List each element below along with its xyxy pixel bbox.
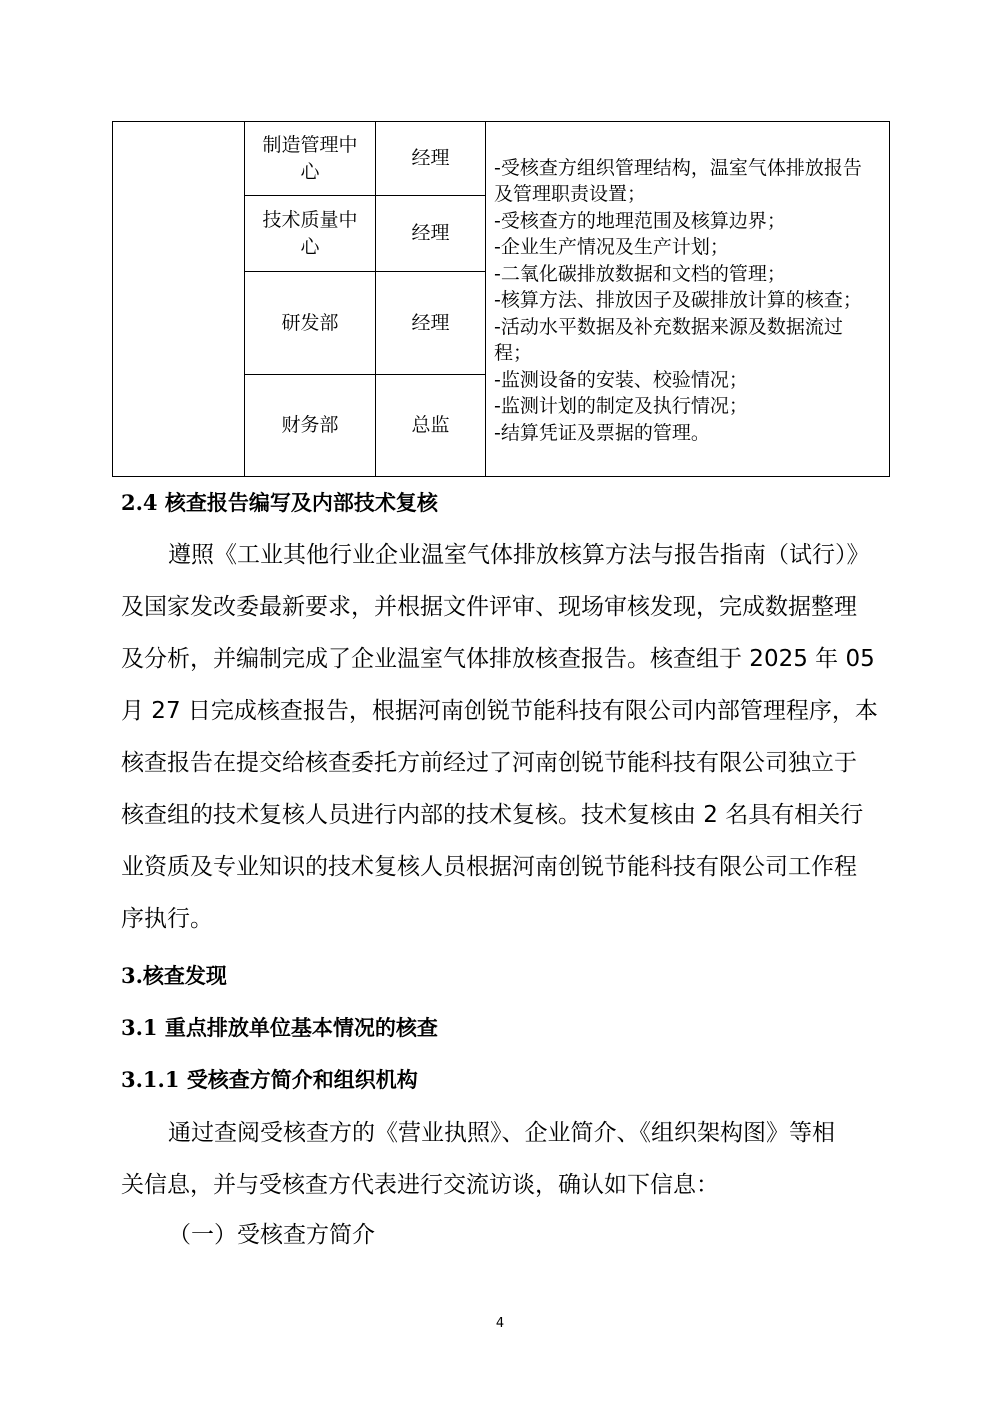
table-cell-dept — [245, 122, 376, 196]
title-text: 总监 — [411, 414, 450, 436]
dept-line: 制造管理中 — [262, 133, 358, 156]
content-line: 及管理职责设置； — [494, 183, 647, 206]
title-text: 经理 — [411, 311, 450, 334]
paragraph-line: 序执行。 — [121, 906, 213, 932]
table-cell-dept — [245, 272, 376, 375]
paragraph-line: 及国家发改委最新要求，并根据文件评审、现场审核发现，完成数据整理 — [121, 594, 857, 620]
table-cell-title — [376, 375, 486, 477]
paragraph-line: 月 27 日完成核查报告，根据河南创锐节能科技有限公司内部管理程序，本 — [121, 698, 878, 724]
dept-line: 财务部 — [281, 414, 339, 436]
content-line: -监测设备的安装、校验情况； — [494, 368, 748, 391]
content-line: -核算方法、排放因子及碳排放计算的核查； — [494, 289, 862, 312]
table-row — [113, 122, 890, 196]
section-heading-2-4: 2.4 核查报告编写及内部技术复核 — [121, 490, 438, 515]
content-line: -企业生产情况及生产计划； — [494, 236, 729, 259]
table-cell-title — [376, 272, 486, 375]
title-text: 经理 — [411, 222, 450, 244]
content-line: -活动水平数据及补充数据来源及数据流过 — [494, 315, 843, 338]
table-cell-dept — [245, 196, 376, 272]
section-heading-3: 3.核查发现 — [121, 963, 227, 988]
paragraph-line: 通过查阅受核查方的《营业执照》、企业简介、《组织架构图》等相 — [168, 1120, 835, 1146]
content-line: -受核查方的地理范围及核算边界； — [494, 209, 786, 232]
section-heading-3-1-1: 3.1.1 受核查方简介和组织机构 — [121, 1067, 418, 1092]
table-cell-content — [486, 122, 890, 477]
content-line: -监测计划的制定及执行情况； — [494, 395, 748, 418]
section-heading-3-1: 3.1 重点排放单位基本情况的核查 — [121, 1015, 438, 1040]
table-cell-empty — [113, 122, 245, 477]
content-line: 程； — [494, 342, 533, 365]
paragraph-line: 核查组的技术复核人员进行内部的技术复核。技术复核由 2 名具有相关行 — [121, 802, 864, 828]
paragraph-line: 遵照《工业其他行业企业温室气体排放核算方法与报告指南（试行）》 — [168, 542, 870, 568]
table-cell-title — [376, 196, 486, 272]
content-line: -结算凭证及票据的管理。 — [494, 421, 710, 444]
dept-line: 研发部 — [281, 311, 339, 334]
section-3-1-1-paragraph — [121, 1107, 881, 1211]
dept-line: 技术质量中 — [262, 208, 358, 231]
verification-team-table — [112, 121, 890, 477]
subsection-label: （一）受核查方简介 — [168, 1222, 375, 1248]
table-cell-dept — [245, 375, 376, 477]
paragraph-line: 关信息，并与受核查方代表进行交流访谈，确认如下信息： — [121, 1172, 719, 1198]
title-text: 经理 — [411, 147, 450, 169]
content-line: -受核查方组织管理结构，温室气体排放报告 — [494, 156, 862, 179]
paragraph-line: 业资质及专业知识的技术复核人员根据河南创锐节能科技有限公司工作程 — [121, 854, 857, 880]
page-number: 4 — [495, 1316, 505, 1331]
paragraph-line: 核查报告在提交给核查委托方前经过了河南创锐节能科技有限公司独立于 — [121, 750, 857, 776]
content-line: -二氧化碳排放数据和文档的管理； — [494, 262, 786, 285]
dept-line: 心 — [300, 235, 320, 258]
dept-line: 心 — [300, 160, 320, 183]
content-list — [486, 152, 889, 447]
paragraph-line: 及分析，并编制完成了企业温室气体排放核查报告。核查组于 2025 年 05 — [121, 646, 875, 672]
section-2-4-paragraph — [121, 529, 881, 945]
table-cell-title — [376, 122, 486, 196]
